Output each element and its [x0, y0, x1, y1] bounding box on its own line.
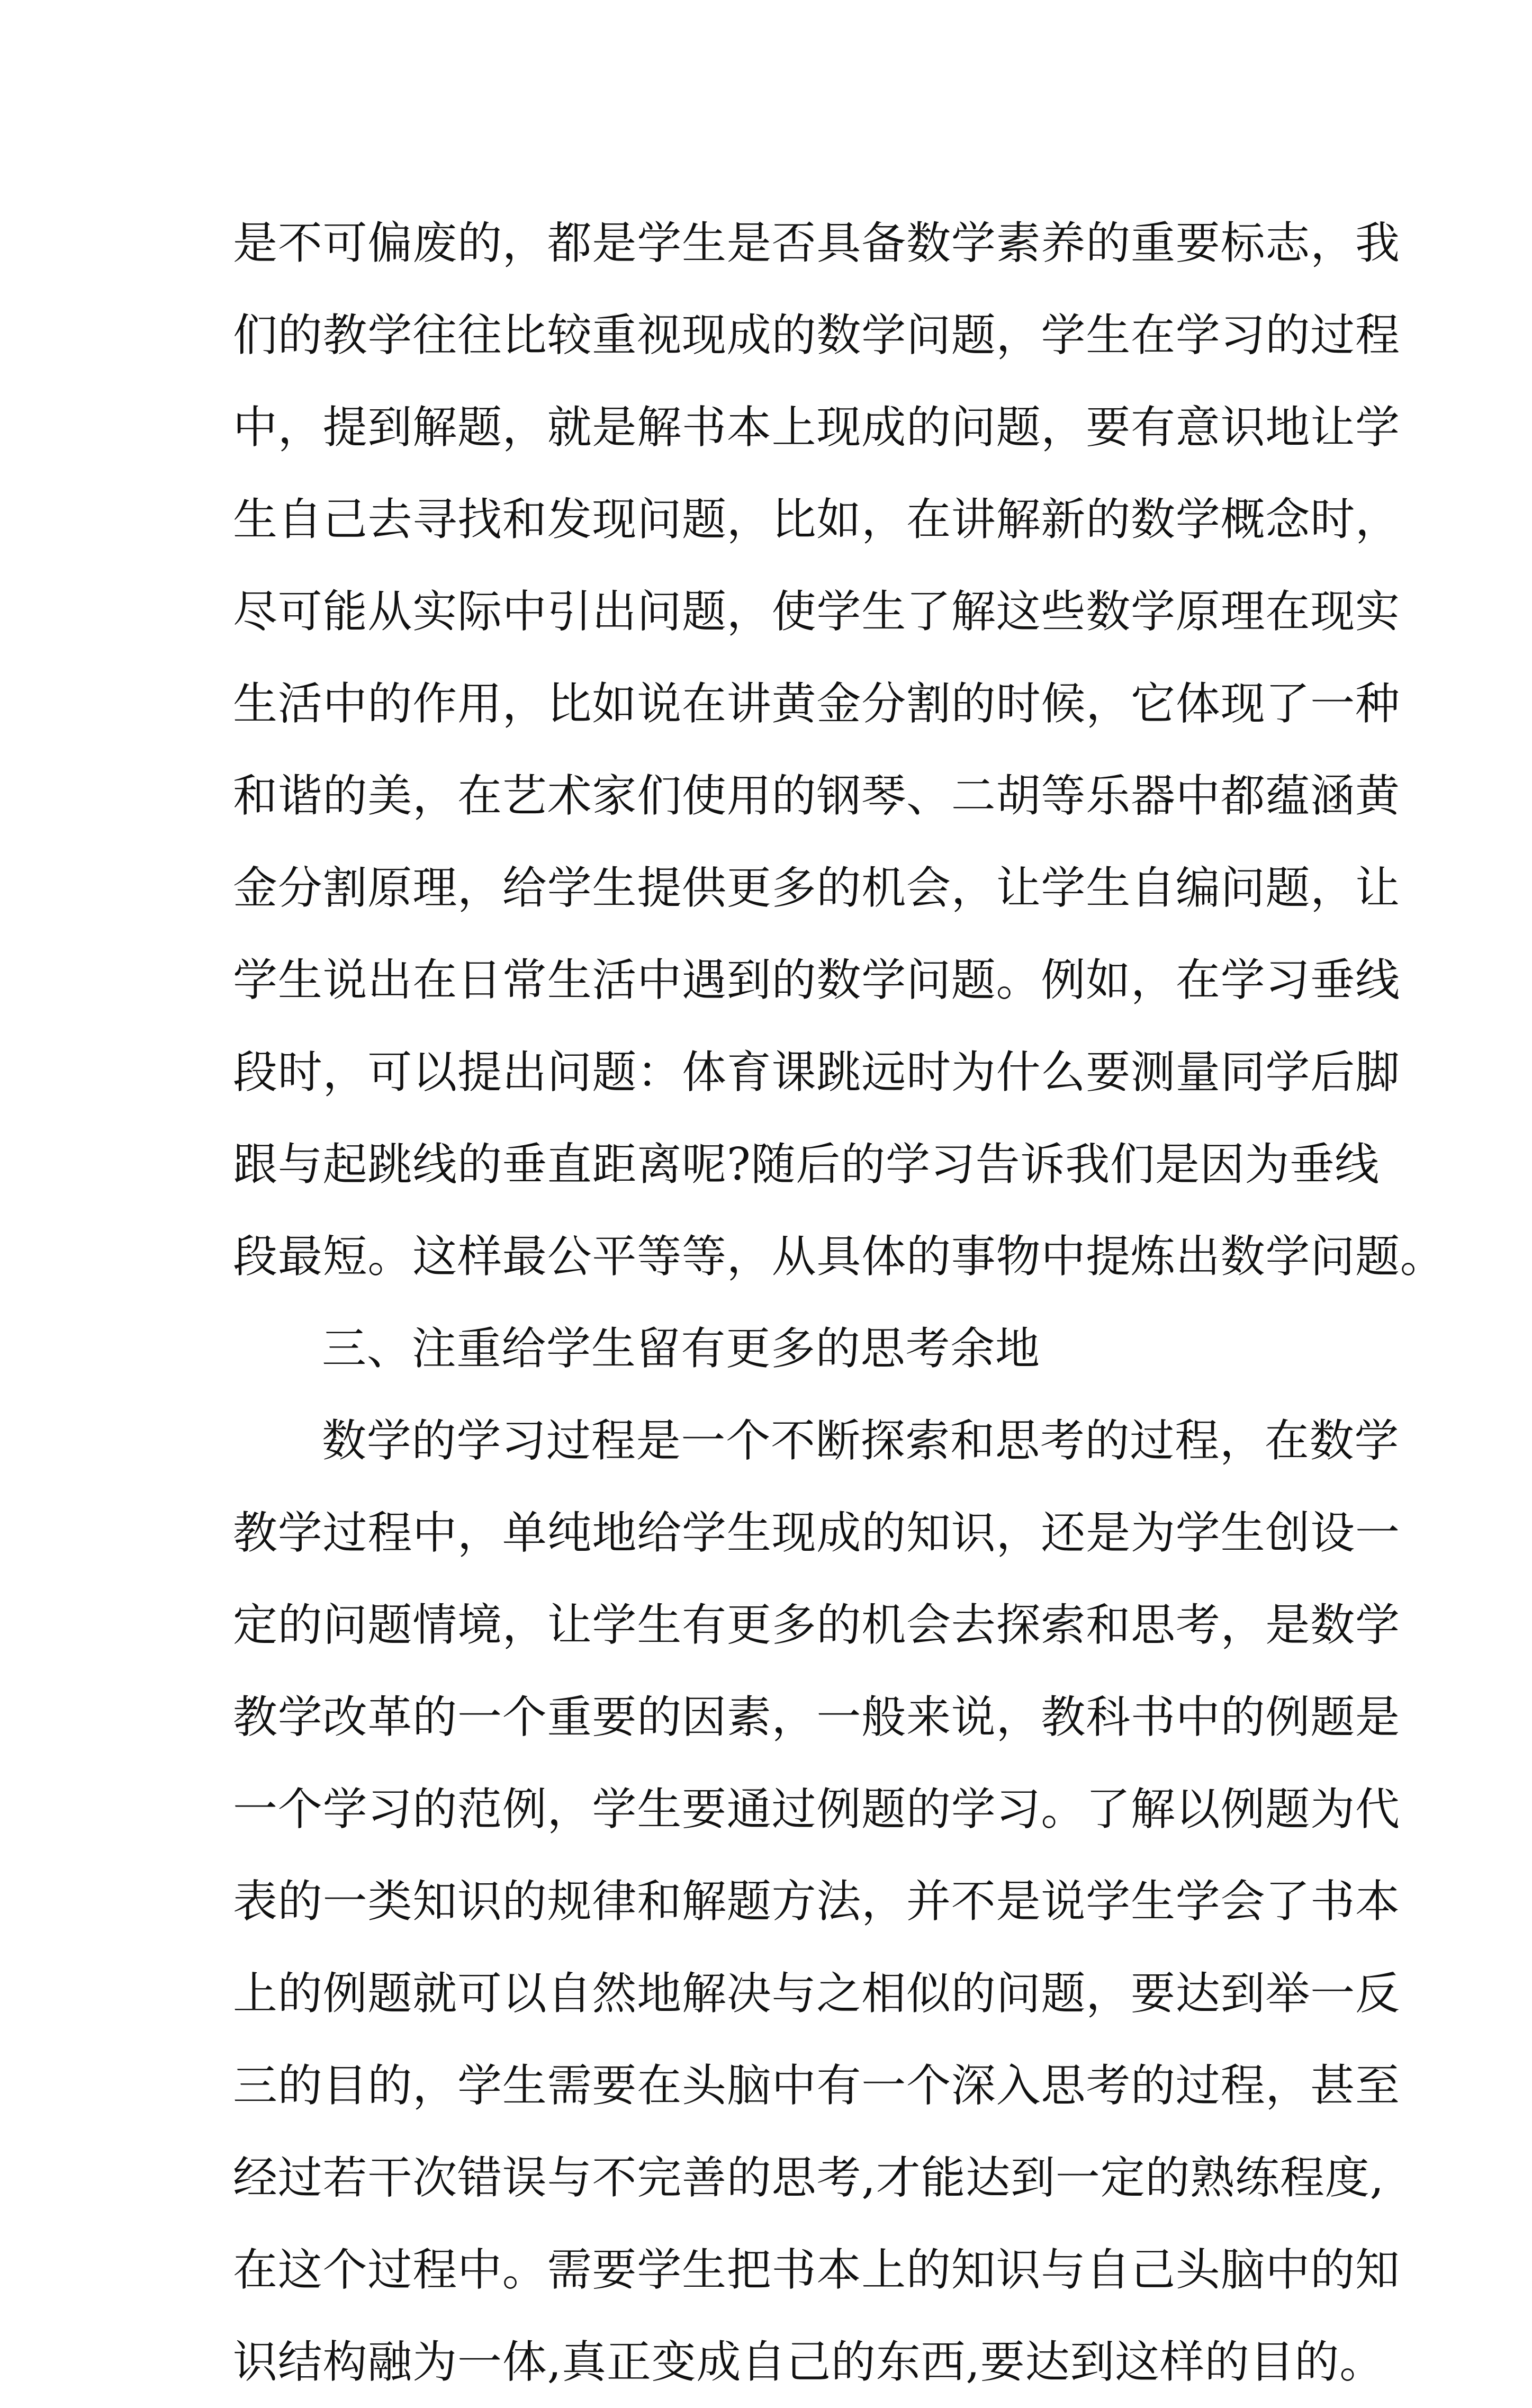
paragraph-line: 三的目的，学生需要在头脑中有一个深入思考的过程，甚至: [233, 2060, 1400, 2112]
paragraph-line: 们的教学往往比较重视现成的数学问题，学生在学习的过程: [233, 309, 1400, 361]
paragraph-line: 识结构融为一体,真正变成自己的东西,要达到这样的目的。: [233, 2336, 1385, 2388]
paragraph-line: 教学改革的一个重要的因素，一般来说，教科书中的例题是: [233, 1691, 1400, 1743]
section-heading: 三、注重给学生留有更多的思考余地: [322, 1323, 1040, 1374]
paragraph-line: 跟与起跳线的垂直距离呢?随后的学习告诉我们是因为垂线: [233, 1138, 1380, 1190]
paragraph-line: 段时，可以提出问题：体育课跳远时为什么要测量同学后脚: [233, 1046, 1400, 1098]
paragraph-line: 中，提到解题，就是解书本上现成的问题，要有意识地让学: [233, 401, 1400, 453]
paragraph-line: 生自己去寻找和发现问题，比如，在讲解新的数学概念时，: [233, 493, 1400, 545]
paragraph-line: 学生说出在日常生活中遇到的数学问题。例如，在学习垂线: [233, 954, 1400, 1006]
paragraph-line: 生活中的作用，比如说在讲黄金分割的时候，它体现了一种: [233, 678, 1400, 730]
paragraph-line: 定的问题情境，让学生有更多的机会去探索和思考，是数学: [233, 1599, 1400, 1651]
body-text: [233, 197, 1445, 2408]
paragraph-line: 和谐的美，在艺术家们使用的钢琴、二胡等乐器中都蕴涵黄: [233, 770, 1400, 822]
paragraph-line: 表的一类知识的规律和解题方法，并不是说学生学会了书本: [233, 1875, 1400, 1927]
paragraph-line: 在这个过程中。需要学生把书本上的知识与自己头脑中的知: [233, 2244, 1400, 2296]
paragraph-line: 上的例题就可以自然地解决与之相似的问题，要达到举一反: [233, 1967, 1400, 2019]
paragraph-line: 经过若干次错误与不完善的思考,才能达到一定的熟练程度,: [233, 2152, 1385, 2204]
paragraph-line: 一个学习的范例，学生要通过例题的学习。了解以例题为代: [233, 1783, 1400, 1835]
paragraph-line: 数学的学习过程是一个不断探索和思考的过程，在数学: [322, 1415, 1400, 1467]
paragraph-line: 段最短。这样最公平等等，从具体的事物中提炼出数学问题。: [233, 1230, 1445, 1282]
paragraph-line: 教学过程中，单纯地给学生现成的知识，还是为学生创设一: [233, 1507, 1400, 1559]
paragraph-line: 尽可能从实际中引出问题，使学生了解这些数学原理在现实: [233, 586, 1400, 637]
paragraph-line: 是不可偏废的，都是学生是否具备数学素养的重要标志，我: [233, 217, 1400, 269]
paragraph-line: 金分割原理，给学生提供更多的机会，让学生自编问题，让: [233, 862, 1400, 914]
